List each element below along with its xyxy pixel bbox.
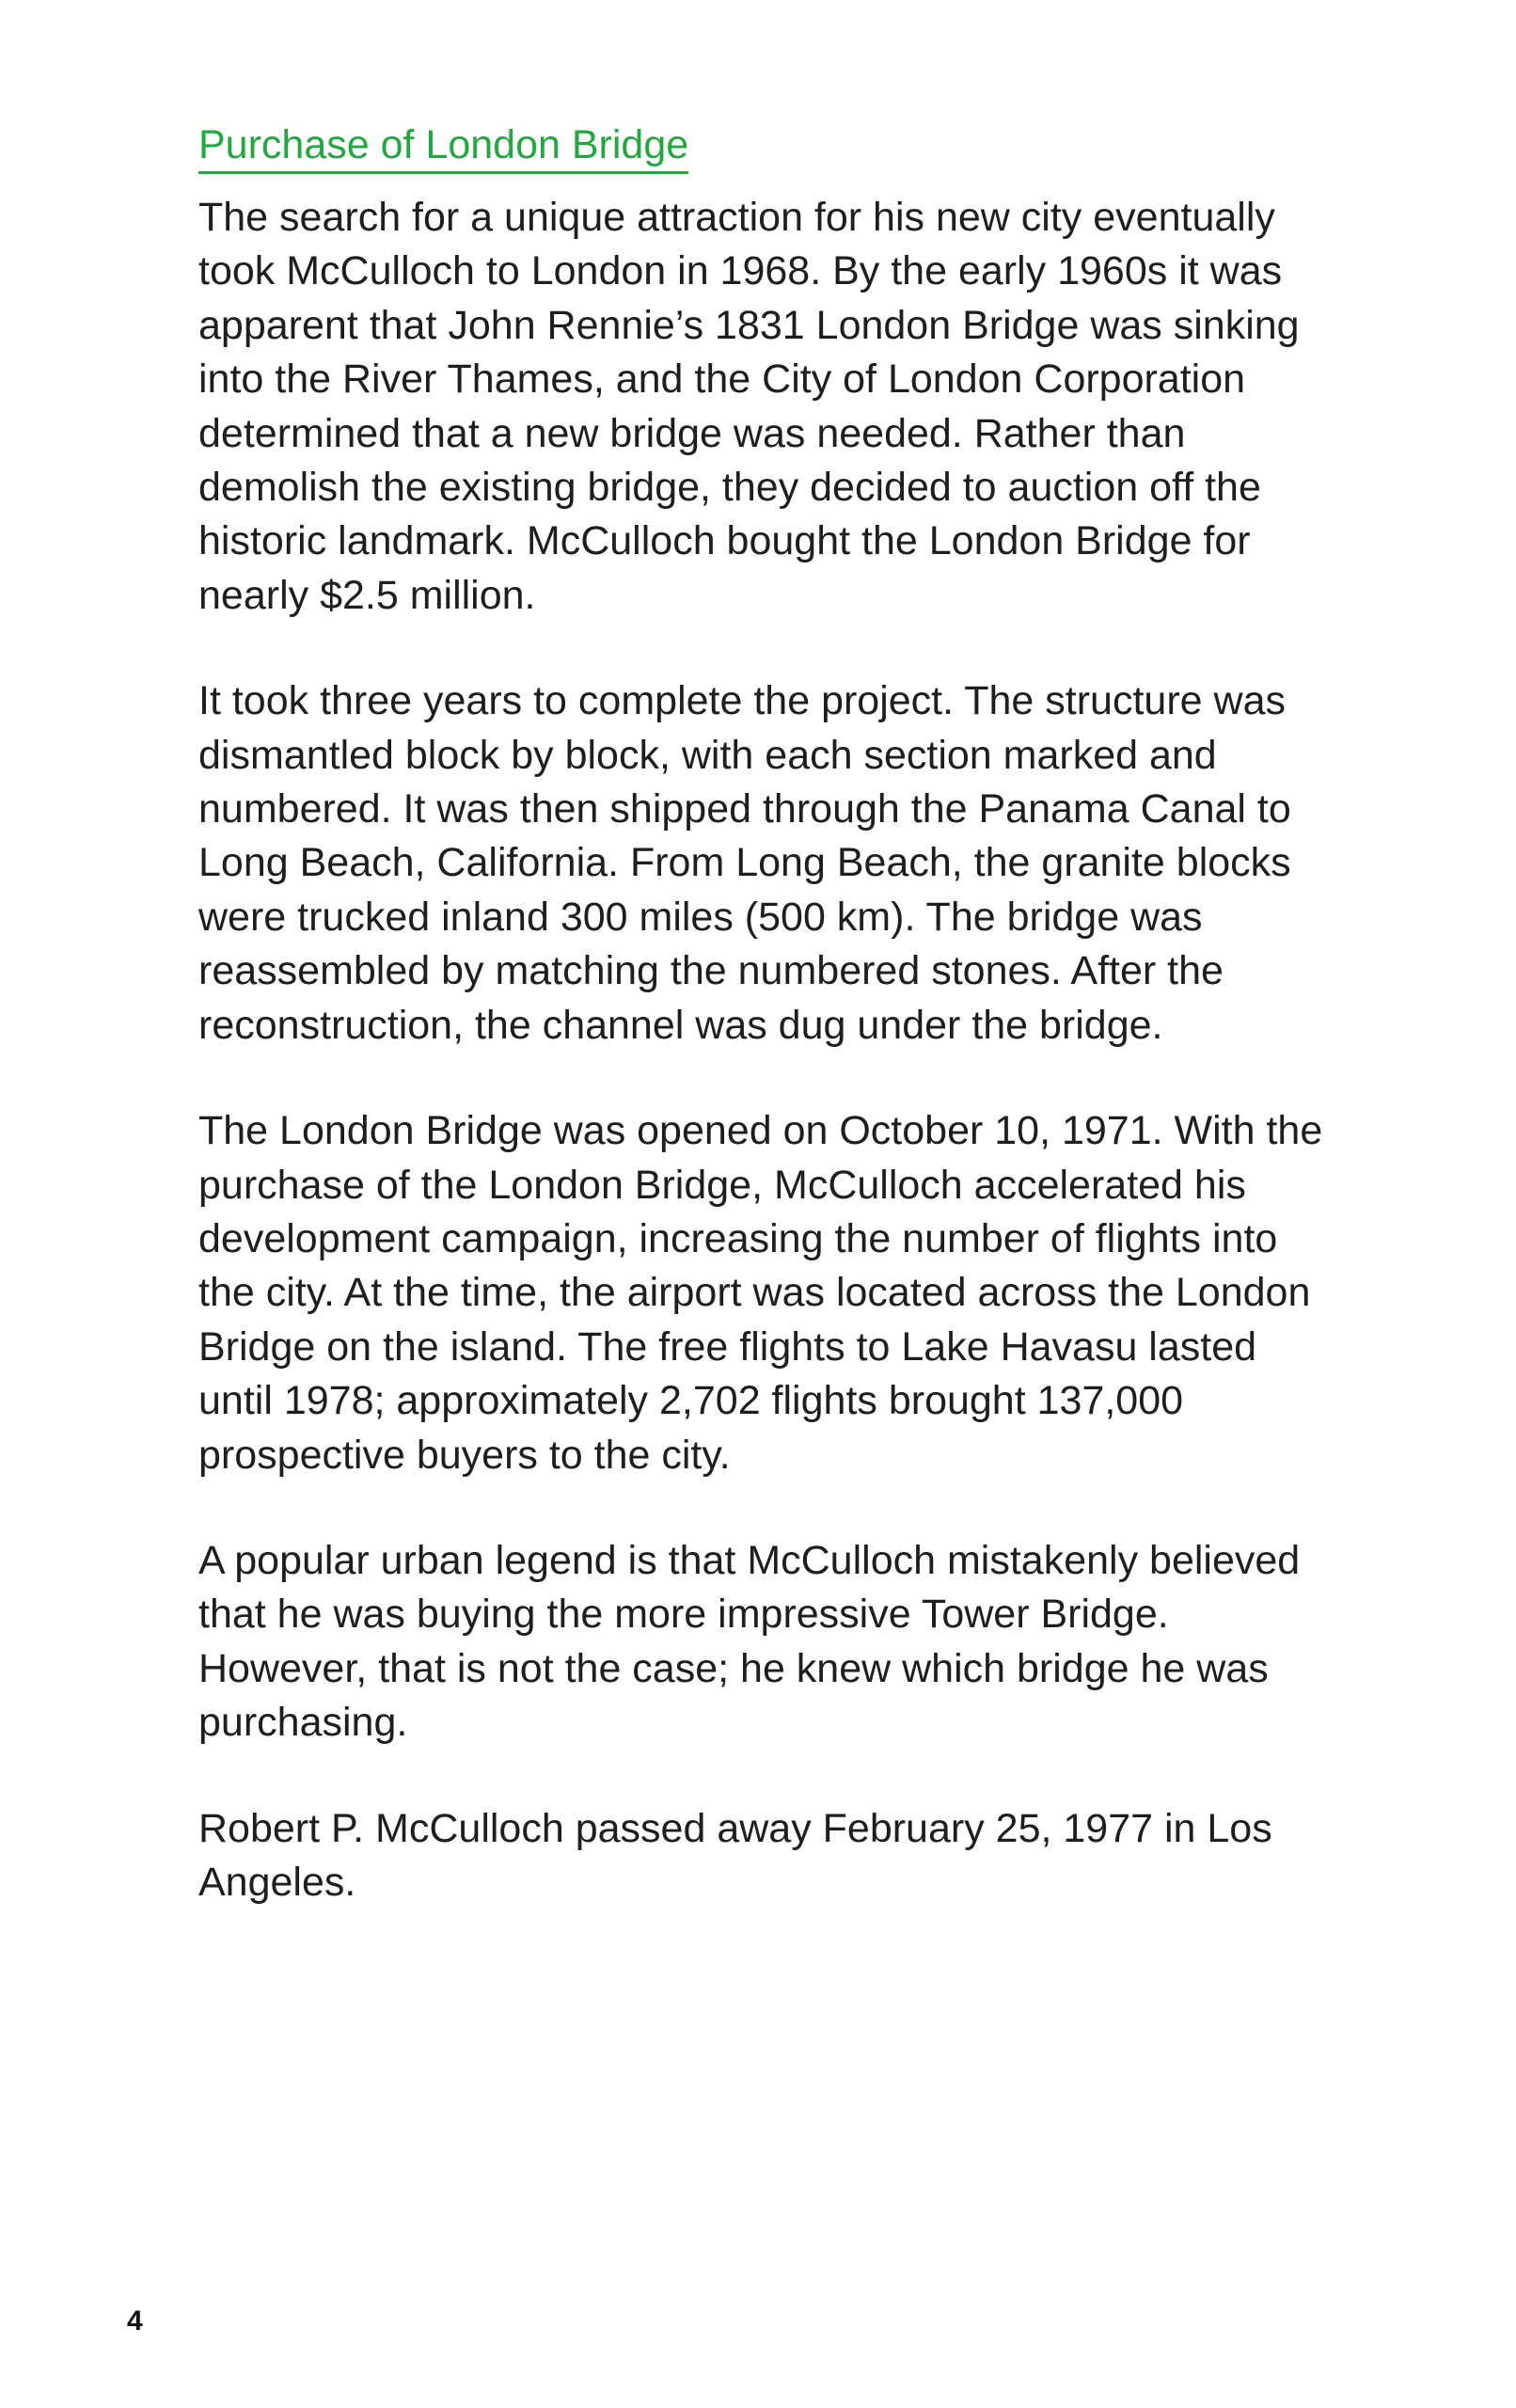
paragraph-2 <box>198 674 1421 1053</box>
paragraph-line: reconstruction, the channel was dug under the bridge. <box>198 1002 1163 1048</box>
paragraph-1 <box>198 191 1421 623</box>
paragraph-line: apparent that John Rennie’s 1831 London Bridge was sinking <box>198 302 1300 348</box>
paragraph-3 <box>198 1104 1421 1482</box>
paragraph-4 <box>198 1534 1421 1751</box>
paragraph-line: Robert P. McCulloch passed away February 25, 1977 in Los <box>198 1805 1272 1851</box>
paragraph-line: numbered. It was then shipped through the Panama Canal to <box>198 786 1291 832</box>
paragraph-line: Bridge on the island. The free flights to Lake Havasu lasted <box>198 1323 1257 1370</box>
paragraph-line: were trucked inland 300 miles (500 km). The bridge was <box>198 894 1203 940</box>
paragraph-line: historic landmark. McCulloch bought the London Bridge for <box>198 518 1251 564</box>
paragraph-line: dismantled block by block, with each section marked and <box>198 732 1217 778</box>
paragraph-line: It took three years to complete the project. The structure was <box>198 678 1286 724</box>
paragraph-line: However, that is not the case; he knew which bridge he was <box>198 1645 1269 1691</box>
paragraph-line: into the River Thames, and the City of London Corporation <box>198 356 1246 403</box>
paragraph-line: determined that a new bridge was needed. Rather than <box>198 410 1186 456</box>
paragraph-line: The London Bridge was opened on October 10, 1971. With the <box>198 1108 1323 1154</box>
paragraph-line: the city. At the time, the airport was located across the London <box>198 1270 1311 1316</box>
paragraph-line: that he was buying the more impressive Tower Bridge. <box>198 1592 1169 1638</box>
paragraph-line: until 1978; approximately 2,702 flights brought 137,000 <box>198 1378 1184 1424</box>
paragraph-line: demolish the existing bridge, they decided to auction off the <box>198 465 1261 511</box>
page-number: 4 <box>127 2305 143 2337</box>
paragraph-line: purchasing. <box>198 1700 408 1746</box>
paragraph-line: took McCulloch to London in 1968. By the early 1960s it was <box>198 248 1283 294</box>
paragraph-line: The search for a unique attraction for his new city eventually <box>198 195 1275 240</box>
paragraph-line: nearly $2.5 million. <box>198 572 536 618</box>
page-content <box>198 119 1421 1961</box>
paragraph-line: Angeles. <box>198 1859 356 1905</box>
paragraph-line: Long Beach, California. From Long Beach, the granite blocks <box>198 840 1291 886</box>
paragraph-line: purchase of the London Bridge, McCulloch accelerated his <box>198 1162 1246 1208</box>
paragraph-line: prospective buyers to the city. <box>198 1432 731 1478</box>
paragraph-line: A popular urban legend is that McCulloch mistakenly believed <box>198 1537 1301 1583</box>
paragraph-5 <box>198 1802 1421 1910</box>
paragraph-line: reassembled by matching the numbered stones. After the <box>198 948 1224 994</box>
section-heading: Purchase of London Bridge <box>198 119 688 174</box>
paragraph-line: development campaign, increasing the number of flights into <box>198 1215 1278 1261</box>
